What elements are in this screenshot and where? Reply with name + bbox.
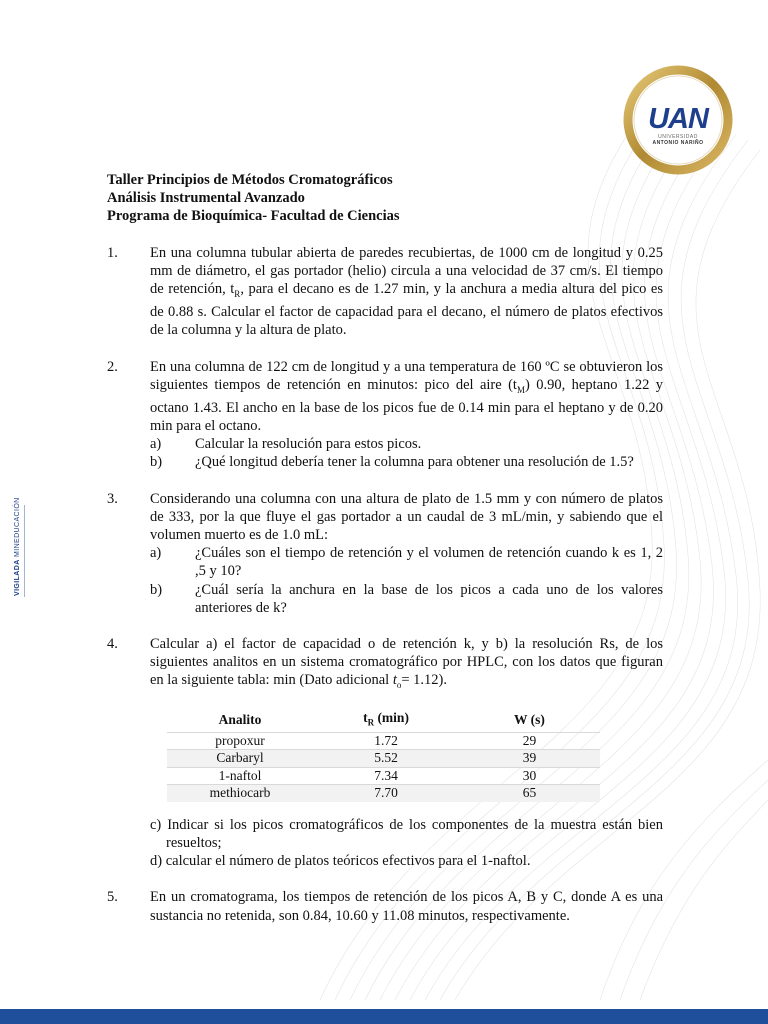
question-text: Considerando una columna con una altura de plato de 1.5 mm y con número de platos de 333, por la que fluye el gas portador a un caudal de 3 mL/min, y sabiendo que el volumen muerto es de 1.0 mL: (150, 490, 663, 544)
subquestion-b (150, 581, 663, 617)
question-number: 5. (107, 889, 118, 906)
cell-analito: Carbaryl (167, 750, 313, 768)
subscript: R (234, 288, 241, 299)
table-row (167, 767, 600, 785)
cell-analito: 1-naftol (167, 767, 313, 785)
question-number: 2. (107, 358, 118, 375)
subquestion-label: b) (150, 581, 163, 598)
question-5 (107, 888, 663, 924)
t0-symbol: t (392, 672, 397, 689)
question-1 (107, 244, 663, 340)
subquestion-text: ¿Cuáles son el tiempo de retención y el volumen de retención cuando k es 1, 2 ,5 y 10? (195, 545, 663, 580)
subquestion-label: a) (150, 436, 162, 453)
subscript: o (396, 680, 402, 691)
doc-title: Taller Principios de Métodos Cromatográficos (107, 172, 393, 188)
cell-w: 30 (459, 767, 600, 785)
question-2 (107, 358, 663, 472)
subquestion-text: ¿Qué longitud debería tener la columna para obtener una resolución de 1.5? (195, 454, 634, 471)
question-number: 4. (107, 636, 118, 653)
subquestion-text: Calcular la resolución para estos picos. (195, 436, 422, 453)
subscript: M (516, 384, 525, 395)
question-text: En una columna de 122 cm de longitud y a una temperatura de 160 ºC se obtuvieron los siguientes tiempos de retención en minutos: pico del aire (t (150, 358, 663, 393)
cell-analito: methiocarb (167, 785, 313, 802)
logo-text: UAN (648, 103, 708, 135)
subquestion-b (150, 453, 663, 471)
vigilada-bold: VIGILADA (14, 559, 21, 596)
subquestion-a (150, 544, 663, 580)
cell-w: 39 (459, 750, 600, 768)
question-number: 3. (107, 490, 118, 507)
cell-w: 65 (459, 785, 600, 802)
question-text: Calcular a) el factor de capacidad o de retención k, y b) la resolución Rs, de los siguientes analitos en un sistema cromatográfico por HPLC, con los datos que figuran en la siguiente tabla: min (Dato adicional (150, 636, 663, 689)
subquestion-label: b) (150, 454, 163, 471)
cell-tr: 7.34 (313, 767, 459, 785)
doc-subtitle: Análisis Instrumental Avanzado (107, 190, 305, 207)
cell-tr: 1.72 (313, 732, 459, 750)
cell-w: 29 (459, 732, 600, 750)
data-table (167, 709, 600, 802)
question-text-cont: = 1.12). (401, 672, 447, 689)
logo-subtext-1: UNIVERSIDAD (658, 134, 698, 140)
header-w: W (s) (514, 711, 545, 727)
header-analito: Analito (218, 711, 262, 727)
side-divider (24, 505, 25, 597)
university-logo (622, 64, 734, 176)
question-text-cont: ) 0.90, heptano 1.22 y octano 1.43. El ancho en la base de los picos fue de 0.14 min para el heptano y de 0.20 min para el octano. (150, 376, 663, 435)
cell-tr: 7.70 (313, 785, 459, 802)
document-body (107, 171, 663, 925)
header-tr (313, 709, 459, 733)
logo-subtext-2: ANTONIO NARIÑO (652, 140, 704, 146)
doc-program: Programa de Bioquímica- Facultad de Ciencias (107, 208, 400, 225)
vigilada-rest: MINEDUCACIÓN (14, 497, 21, 560)
table-row (167, 750, 600, 768)
header-tr-unit: (min) (374, 709, 409, 725)
table-header-row (167, 709, 600, 733)
header-tr-t: t (363, 709, 368, 725)
vigilada-label (14, 497, 21, 596)
table-row (167, 785, 600, 802)
question-number: 1. (107, 244, 118, 261)
subquestion-label: a) (150, 545, 162, 562)
question-text: En un cromatograma, los tiempos de retención de los picos A, B y C, donde A es una sustancia no retenida, son 0.84, 10.60 y 11.08 minutos, respectivamente. (150, 889, 663, 924)
subquestion-c: c) Indicar si los picos cromatográficos de los componentes de la muestra están bien resueltos; (150, 816, 663, 851)
question-text: En una columna tubular abierta de paredes recubiertas, de 1000 cm de longitud y 0.25 mm de diámetro, el gas portador (helio) circula a una velocidad de 37 cm/s. El tiempo de retención, t (150, 244, 663, 298)
subquestion-text: ¿Cuál sería la anchura en la base de los picos a cada uno de los valores anteriores de k? (195, 581, 663, 616)
cell-tr: 5.52 (313, 750, 459, 768)
subquestion-a (150, 435, 663, 453)
table-row (167, 732, 600, 750)
header-tr-sub: R (367, 717, 375, 728)
question-3 (107, 490, 663, 617)
question-4 (107, 635, 663, 870)
question-text-cont: , para el decano es de 1.27 min, y la anchura a media altura del pico es de 0.88 s. Calcular el factor de capacidad para el decano, el número de platos efectivos de la columna y la altura de plato. (150, 281, 663, 339)
cell-analito: propoxur (167, 732, 313, 750)
subquestion-d: d) calcular el número de platos teóricos efectivos para el 1-naftol. (150, 853, 531, 870)
footer-bar (0, 1009, 768, 1024)
